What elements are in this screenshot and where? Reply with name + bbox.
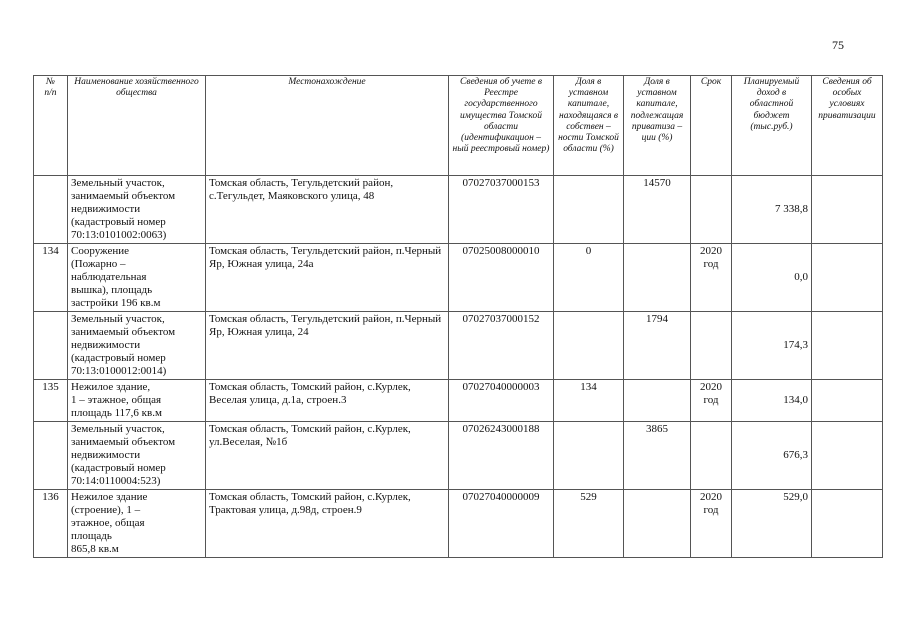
cell-term (691, 176, 732, 244)
cell-location: Томская область, Томский район, с.Курлек, ул.Веселая, №1б (206, 422, 449, 490)
cell-num (34, 422, 68, 490)
cell-income (732, 422, 812, 490)
cell-share-regional (554, 312, 624, 380)
cell-name: Земельный участок, занимаемый объектом недвижимости (кадастровый номер 70:13:0100012:0014) (68, 312, 206, 380)
cell-share-privatize (624, 490, 691, 558)
cell-registry: 07027037000152 (449, 312, 554, 380)
cell-num: 134 (34, 244, 68, 312)
header-share-privatize: Доля в уставном капитале, подлежащая приватиза – ции (%) (624, 76, 691, 176)
cell-registry: 07025008000010 (449, 244, 554, 312)
cell-name: Сооружение (Пожарно – наблюдательная вышка), площадь застройки 196 кв.м (68, 244, 206, 312)
table-row (34, 312, 883, 380)
cell-conditions (812, 422, 883, 490)
header-location: Местонахождение (206, 76, 449, 176)
cell-income (732, 380, 812, 422)
cell-conditions (812, 176, 883, 244)
cell-name: Земельный участок, занимаемый объектом недвижимости (кадастровый номер 70:13:0101002:0063) (68, 176, 206, 244)
cell-location: Томская область, Томский район, с.Курлек, Веселая улица, д.1а, строен.3 (206, 380, 449, 422)
header-conditions: Сведения об особых условиях приватизации (812, 76, 883, 176)
cell-location: Томская область, Томский район, с.Курлек, Трактовая улица, д.98д, строен.9 (206, 490, 449, 558)
header-registry: Сведения об учете в Реестре государственного имущества Томской области (идентификацион – ный реестровый номер) (449, 76, 554, 176)
cell-share-regional: 134 (554, 380, 624, 422)
cell-share-privatize: 1794 (624, 312, 691, 380)
table-row (34, 380, 883, 422)
table-header-row (34, 76, 883, 176)
cell-location: Томская область, Тегульдетский район, п.Черный Яр, Южная улица, 24а (206, 244, 449, 312)
income-value: 7 338,8 (775, 203, 808, 215)
header-num: № п/п (34, 76, 68, 176)
cell-location: Томская область, Тегульдетский район, п.Черный Яр, Южная улица, 24 (206, 312, 449, 380)
header-term: Срок (691, 76, 732, 176)
cell-registry: 07027040000003 (449, 380, 554, 422)
table-row (34, 176, 883, 244)
cell-term (691, 422, 732, 490)
table-row (34, 244, 883, 312)
cell-share-regional: 529 (554, 490, 624, 558)
income-value: 134,0 (783, 394, 808, 406)
table-row (34, 490, 883, 558)
cell-num: 135 (34, 380, 68, 422)
cell-num (34, 176, 68, 244)
cell-registry: 07027040000009 (449, 490, 554, 558)
page-number: 75 (832, 38, 844, 52)
cell-term: 2020 год (691, 380, 732, 422)
cell-income (732, 176, 812, 244)
cell-term: 2020 год (691, 490, 732, 558)
cell-income (732, 244, 812, 312)
cell-share-regional: 0 (554, 244, 624, 312)
header-income: Планируемый доход в областной бюджет (тыс.руб.) (732, 76, 812, 176)
cell-num: 136 (34, 490, 68, 558)
cell-conditions (812, 490, 883, 558)
cell-income (732, 490, 812, 558)
cell-name: Нежилое здание, 1 – этажное, общая площадь 117,6 кв.м (68, 380, 206, 422)
cell-registry: 07026243000188 (449, 422, 554, 490)
income-value: 529,0 (783, 491, 808, 503)
cell-share-privatize: 3865 (624, 422, 691, 490)
income-value: 0,0 (794, 271, 808, 283)
header-share-regional: Доля в уставном капитале, находящаяся в собствен – ности Томской области (%) (554, 76, 624, 176)
cell-conditions (812, 244, 883, 312)
cell-share-privatize (624, 244, 691, 312)
cell-location: Томская область, Тегульдетский район, с.Тегульдет, Маяковского улица, 48 (206, 176, 449, 244)
cell-share-regional (554, 422, 624, 490)
cell-registry: 07027037000153 (449, 176, 554, 244)
cell-income (732, 312, 812, 380)
income-value: 676,3 (783, 449, 808, 461)
cell-term: 2020 год (691, 244, 732, 312)
privatization-table (33, 75, 883, 558)
cell-share-privatize: 14570 (624, 176, 691, 244)
cell-share-privatize (624, 380, 691, 422)
cell-name: Нежилое здание (строение), 1 – этажное, общая площадь 865,8 кв.м (68, 490, 206, 558)
cell-conditions (812, 380, 883, 422)
table-row (34, 422, 883, 490)
income-value: 174,3 (783, 339, 808, 351)
header-name: Наименование хозяйственного общества (68, 76, 206, 176)
cell-share-regional (554, 176, 624, 244)
cell-term (691, 312, 732, 380)
cell-conditions (812, 312, 883, 380)
cell-num (34, 312, 68, 380)
cell-name: Земельный участок, занимаемый объектом недвижимости (кадастровый номер 70:14:0110004:523) (68, 422, 206, 490)
